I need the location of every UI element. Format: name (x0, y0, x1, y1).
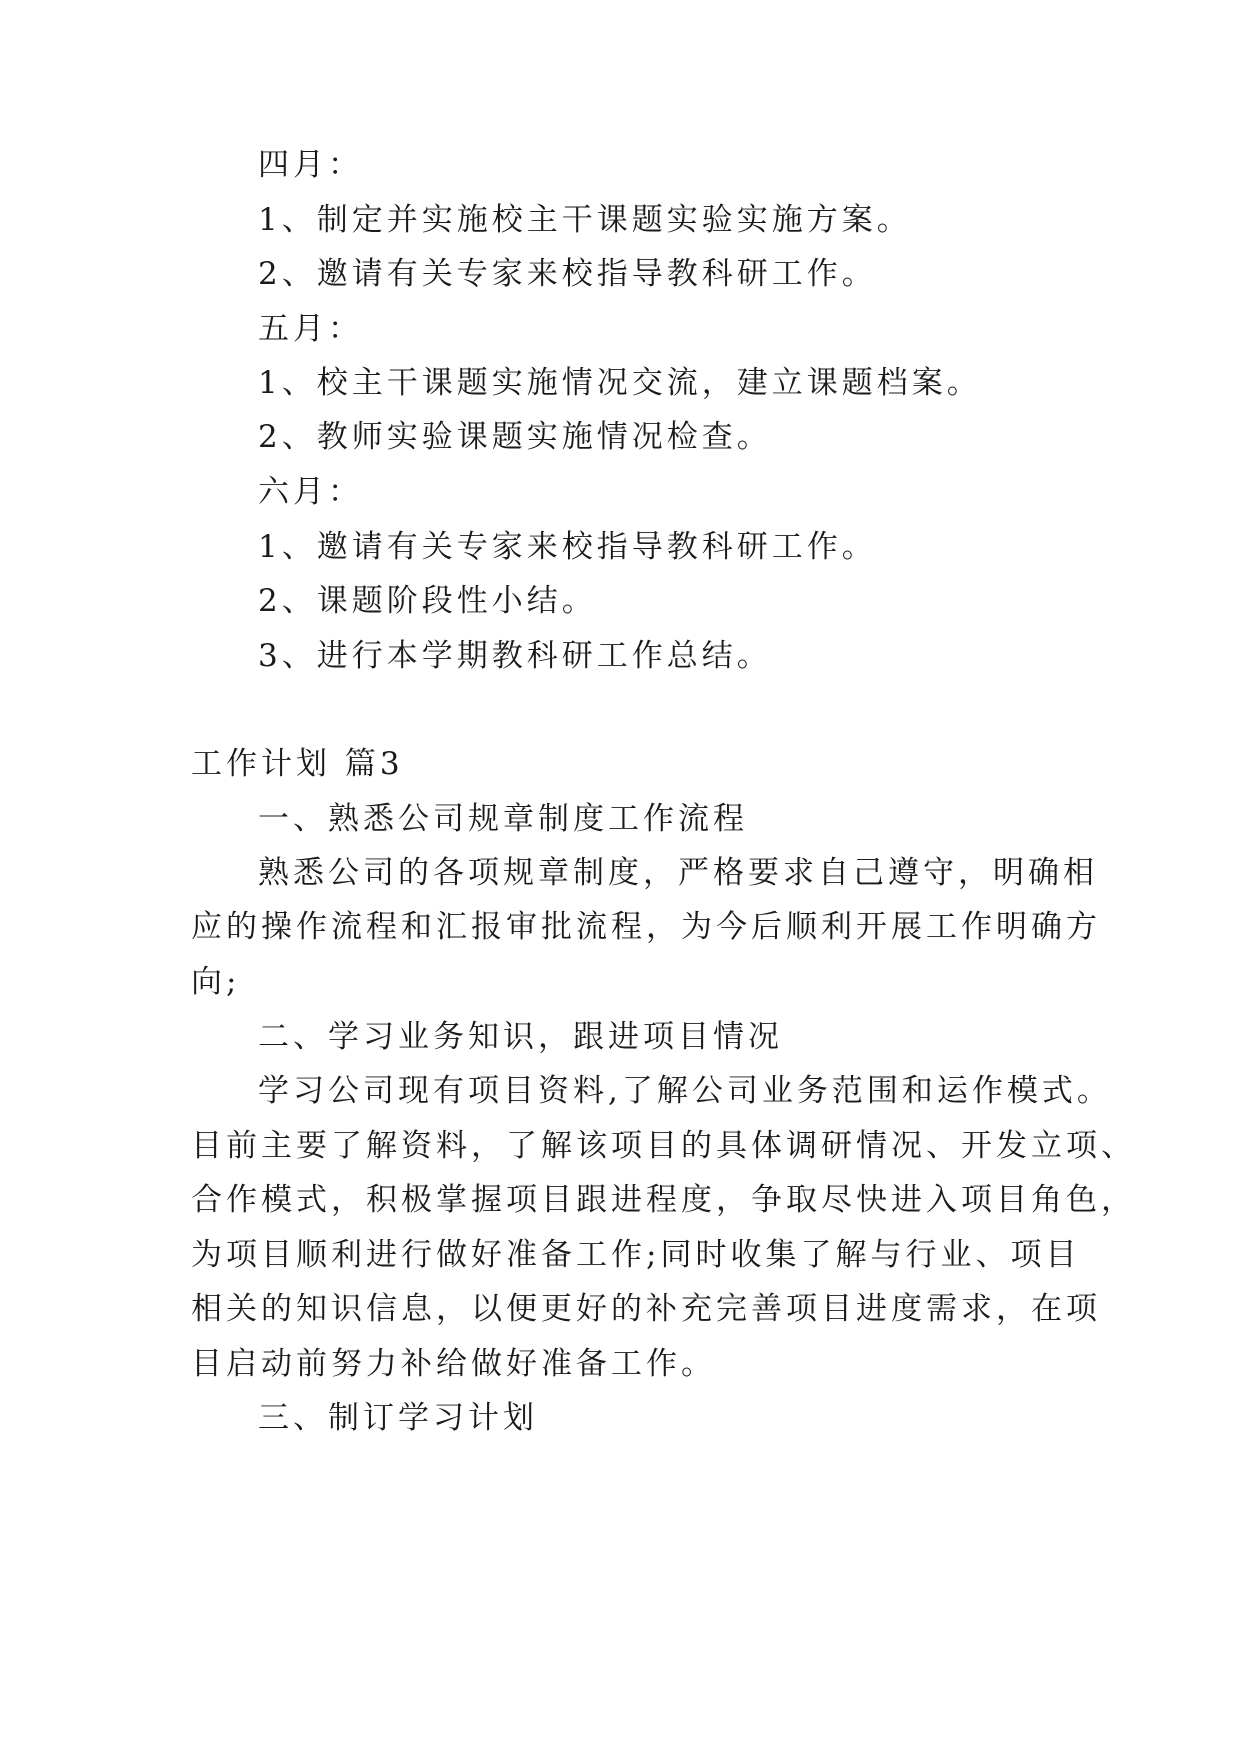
april-heading: 四月： (258, 147, 363, 183)
item2-line-2: 目前主要了解资料，了解该项目的具体调研情况、开发立项、 (191, 1128, 1136, 1164)
item2-line-5: 相关的知识信息，以便更好的补充完善项目进度需求，在项 (191, 1291, 1101, 1327)
item1-line-1: 熟悉公司的各项规章制度，严格要求自己遵守，明确相 (258, 855, 1098, 891)
june-item-3: 3、进行本学期教科研工作总结。 (258, 638, 772, 674)
item2-line-4: 为项目顺利进行做好准备工作;同时收集了解与行业、项目 (191, 1237, 1081, 1273)
item3-heading: 三、制订学习计划 (258, 1400, 538, 1436)
item2-line-6: 目启动前努力补给做好准备工作。 (191, 1346, 716, 1382)
april-item-2: 2、邀请有关专家来校指导教科研工作。 (258, 256, 877, 292)
april-item-1: 1、制定并实施校主干课题实验实施方案。 (258, 202, 912, 238)
plan3-title: 工作计划 篇3 (191, 746, 404, 782)
item1-line-3: 向; (191, 964, 241, 1000)
june-item-2: 2、课题阶段性小结。 (258, 583, 597, 619)
item1-heading: 一、熟悉公司规章制度工作流程 (258, 801, 748, 837)
item1-line-2: 应的操作流程和汇报审批流程，为今后顺利开展工作明确方 (191, 909, 1101, 945)
item2-line-1: 学习公司现有项目资料,了解公司业务范围和运作模式。 (258, 1073, 1112, 1109)
june-heading: 六月： (258, 474, 363, 510)
june-item-1: 1、邀请有关专家来校指导教科研工作。 (258, 529, 877, 565)
may-heading: 五月： (258, 311, 363, 347)
item2-heading: 二、学习业务知识，跟进项目情况 (258, 1019, 783, 1055)
may-item-2: 2、教师实验课题实施情况检查。 (258, 419, 772, 455)
may-item-1: 1、校主干课题实施情况交流，建立课题档案。 (258, 365, 982, 401)
item2-line-3: 合作模式，积极掌握项目跟进程度，争取尽快进入项目角色， (191, 1182, 1136, 1218)
